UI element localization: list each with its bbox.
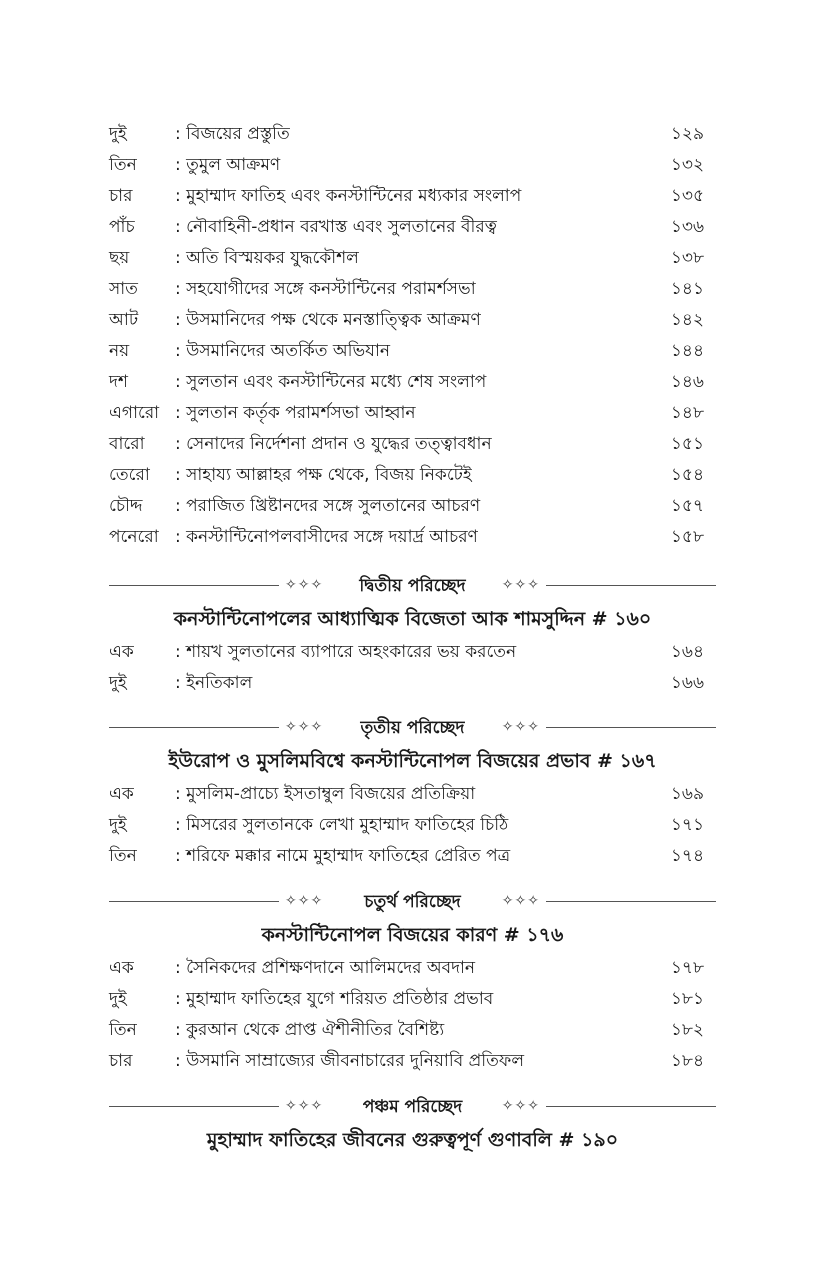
entry-page: ১৫৪ bbox=[670, 465, 704, 485]
entry-page: ১৪৮ bbox=[670, 403, 704, 423]
toc-entry bbox=[109, 984, 704, 1014]
toc-entry bbox=[109, 243, 704, 273]
entry-title: : উসমানিদের অতর্কিত অভিযান bbox=[175, 341, 391, 361]
entry-page: ১৫১ bbox=[670, 434, 704, 454]
ornament-icon: ✧✧✧ bbox=[501, 1098, 540, 1114]
entry-page: ১৩৫ bbox=[670, 186, 704, 206]
entry-page: ১৬৪ bbox=[670, 642, 704, 662]
entry-number: আট bbox=[109, 310, 139, 330]
toc-entry bbox=[109, 119, 704, 149]
entry-title: : মিসরের সুলতানকে লেখা মুহাম্মাদ ফাতিহের চিঠি bbox=[175, 815, 509, 835]
divider-line bbox=[546, 727, 716, 728]
entry-number: এক bbox=[109, 642, 134, 662]
toc-entry bbox=[109, 212, 704, 242]
entry-number: এগারো bbox=[109, 403, 160, 423]
entry-title: : নৌবাহিনী-প্রধান বরখাস্ত এবং সুলতানের বীরত্ব bbox=[175, 217, 497, 237]
entry-page: ১৭৮ bbox=[670, 958, 704, 978]
entry-title: : শায়খ সুলতানের ব্যাপারে অহংকারের ভয় করতেন bbox=[175, 642, 517, 662]
toc-entry bbox=[109, 398, 704, 428]
ornament-icon: ✧✧✧ bbox=[285, 719, 324, 735]
entry-number: চার bbox=[109, 1051, 133, 1071]
section-label: চতুর্থ পরিচ্ছেদ bbox=[364, 892, 461, 912]
entry-number: তিন bbox=[109, 846, 137, 866]
entry-number: ছয় bbox=[109, 248, 130, 268]
entry-number: তিন bbox=[109, 1020, 137, 1040]
entry-title: : মুহাম্মাদ ফাতিহের যুগে শরিয়ত প্রতিষ্ঠার প্রভাব bbox=[175, 989, 494, 1009]
chapter-heading: ইউরোপ ও মুসলিমবিশ্বে কনস্টান্টিনোপল বিজয়ের প্রভাব # ১৬৭ bbox=[168, 750, 657, 772]
entry-title: : তুমুল আক্রমণ bbox=[175, 155, 281, 175]
entry-page: ১৭৪ bbox=[670, 846, 704, 866]
entry-number: দুই bbox=[109, 124, 127, 144]
section-divider bbox=[109, 888, 716, 916]
toc-entry bbox=[109, 181, 704, 211]
entry-title: : সুলতান এবং কনস্টান্টিনের মধ্যে শেষ সংলাপ bbox=[175, 372, 487, 392]
entry-title: : কুরআন থেকে প্রাপ্ত ঐশীনীতির বৈশিষ্ট্য bbox=[175, 1020, 445, 1040]
ornament-icon: ✧✧✧ bbox=[501, 719, 540, 735]
entry-title: : শরিফে মক্কার নামে মুহাম্মাদ ফাতিহের প্রেরিত পত্র bbox=[175, 846, 511, 866]
toc-entry bbox=[109, 841, 704, 871]
toc-entry bbox=[109, 637, 704, 667]
divider-line bbox=[546, 901, 716, 902]
entry-number: এক bbox=[109, 784, 134, 804]
entry-page: ১৪৬ bbox=[670, 372, 704, 392]
entry-title: : উসমানি সাম্রাজ্যের জীবনাচারের দুনিয়াবি প্রতিফল bbox=[175, 1051, 524, 1071]
divider-line bbox=[546, 585, 716, 586]
ornament-icon: ✧✧✧ bbox=[285, 577, 324, 593]
entry-title: : সাহায্য আল্লাহর পক্ষ থেকে, বিজয় নিকটেই bbox=[175, 465, 472, 485]
toc-entry bbox=[109, 336, 704, 366]
entry-page: ১৪২ bbox=[670, 310, 704, 330]
entry-page: ১৬৬ bbox=[670, 673, 704, 693]
chapter-heading: কনস্টান্টিনোপল বিজয়ের কারণ # ১৭৬ bbox=[261, 924, 564, 946]
entry-page: ১৮১ bbox=[670, 989, 704, 1009]
toc-entry bbox=[109, 810, 704, 840]
entry-page: ১২৯ bbox=[670, 124, 704, 144]
toc-entry bbox=[109, 429, 704, 459]
ornament-icon: ✧✧✧ bbox=[285, 1098, 324, 1114]
section-divider bbox=[109, 572, 716, 600]
entry-page: ১৮৪ bbox=[670, 1051, 704, 1071]
section-label: পঞ্চম পরিচ্ছেদ bbox=[362, 1097, 463, 1117]
entry-number: পনেরো bbox=[109, 527, 159, 547]
entry-number: পাঁচ bbox=[109, 217, 135, 237]
toc-entry bbox=[109, 460, 704, 490]
ornament-icon: ✧✧✧ bbox=[501, 577, 540, 593]
section-divider bbox=[109, 714, 716, 742]
toc-entry bbox=[109, 1046, 704, 1076]
entry-page: ১৬৯ bbox=[670, 784, 704, 804]
entry-title: : সৈনিকদের প্রশিক্ষণদানে আলিমদের অবদান bbox=[175, 958, 476, 978]
entry-number: দুই bbox=[109, 673, 127, 693]
entry-title: : সুলতান কর্তৃক পরামর্শসভা আহ্বান bbox=[175, 403, 416, 423]
toc-entry bbox=[109, 522, 704, 552]
entry-page: ১৩৮ bbox=[670, 248, 704, 268]
toc-entry bbox=[109, 367, 704, 397]
entry-number: দুই bbox=[109, 815, 127, 835]
entry-title: : সেনাদের নির্দেশনা প্রদান ও যুদ্ধের তত্ত্বাবধান bbox=[175, 434, 492, 454]
entry-number: চৌদ্দ bbox=[109, 496, 143, 516]
toc-entry bbox=[109, 274, 704, 304]
entry-page: ১৩২ bbox=[670, 155, 704, 175]
entry-number: দশ bbox=[109, 372, 128, 392]
entry-number: সাত bbox=[109, 279, 138, 299]
entry-number: নয় bbox=[109, 341, 130, 361]
toc-entry bbox=[109, 953, 704, 983]
entry-page: ১৫৭ bbox=[670, 496, 704, 516]
entry-title: : কনস্টান্টিনোপলবাসীদের সঙ্গে দয়ার্দ্র আচরণ bbox=[175, 527, 478, 547]
toc-entry bbox=[109, 491, 704, 521]
entry-number: তেরো bbox=[109, 465, 150, 485]
entry-title: : বিজয়ের প্রস্তুতি bbox=[175, 124, 290, 144]
divider-line bbox=[546, 1106, 716, 1107]
entry-page: ১৪১ bbox=[670, 279, 704, 299]
entry-title: : ইনতিকাল bbox=[175, 673, 253, 693]
ornament-icon: ✧✧✧ bbox=[501, 893, 540, 909]
entry-page: ১৪৪ bbox=[670, 341, 704, 361]
section-label: দ্বিতীয় পরিচ্ছেদ bbox=[359, 576, 466, 596]
toc-entry bbox=[109, 668, 704, 698]
section-label: তৃতীয় পরিচ্ছেদ bbox=[360, 718, 465, 738]
toc-entry bbox=[109, 1015, 704, 1045]
entry-title: : মুসলিম-প্রাচ্যে ইসতাম্বুল বিজয়ের প্রতিক্রিয়া bbox=[175, 784, 476, 804]
chapter-heading: কনস্টান্টিনোপলের আধ্যাত্মিক বিজেতা আক শামসুদ্দিন # ১৬০ bbox=[173, 608, 652, 630]
ornament-icon: ✧✧✧ bbox=[285, 893, 324, 909]
toc-entry bbox=[109, 150, 704, 180]
toc-entry bbox=[109, 305, 704, 335]
toc-entry bbox=[109, 779, 704, 809]
entry-page: ১৫৮ bbox=[670, 527, 704, 547]
entry-title: : পরাজিত খ্রিষ্টানদের সঙ্গে সুলতানের আচরণ bbox=[175, 496, 481, 516]
entry-title: : উসমানিদের পক্ষ থেকে মনস্তাত্ত্বিক আক্রমণ bbox=[175, 310, 481, 330]
entry-page: ১৭১ bbox=[670, 815, 704, 835]
entry-number: তিন bbox=[109, 155, 137, 175]
section-divider bbox=[109, 1093, 716, 1121]
entry-title: : সহযোগীদের সঙ্গে কনস্টান্টিনের পরামর্শসভা bbox=[175, 279, 476, 299]
entry-number: এক bbox=[109, 958, 134, 978]
entry-page: ১৮২ bbox=[670, 1020, 704, 1040]
entry-title: : অতি বিস্ময়কর যুদ্ধকৌশল bbox=[175, 248, 359, 268]
entry-page: ১৩৬ bbox=[670, 217, 704, 237]
entry-title: : মুহাম্মাদ ফাতিহ এবং কনস্টান্টিনের মধ্যকার সংলাপ bbox=[175, 186, 522, 206]
chapter-heading: মুহাম্মাদ ফাতিহের জীবনের গুরুত্বপূর্ণ গুণাবলি # ১৯০ bbox=[206, 1129, 619, 1151]
entry-number: দুই bbox=[109, 989, 127, 1009]
entry-number: বারো bbox=[109, 434, 145, 454]
entry-number: চার bbox=[109, 186, 133, 206]
